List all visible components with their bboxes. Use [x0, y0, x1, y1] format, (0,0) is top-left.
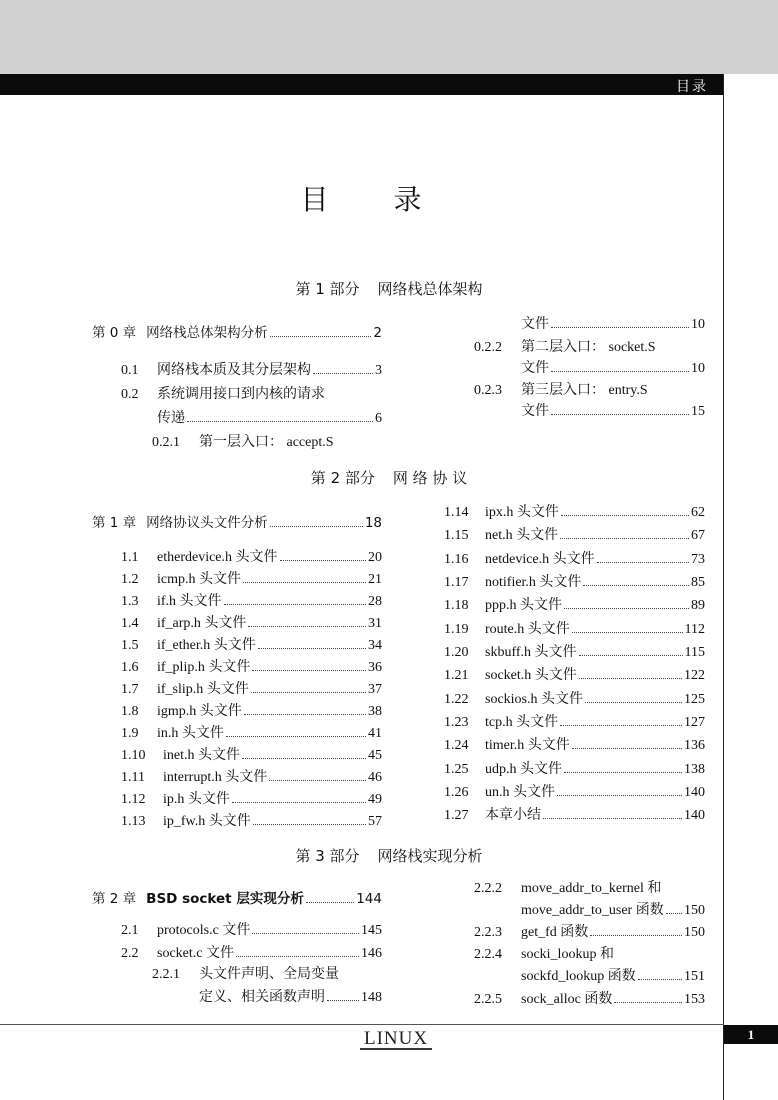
toc-entry-1-2[interactable]: 1.2 icmp.h 头文件 21 — [121, 572, 382, 587]
toc-entry-1-11[interactable]: 1.11 interrupt.h 头文件 46 — [121, 770, 382, 785]
toc-entry-1-23[interactable]: 1.23 tcp.h 头文件 127 — [444, 715, 705, 730]
toc-chapter-0[interactable]: 第 0 章 网络栈总体架构分析 2 — [92, 325, 382, 341]
toc-entry-2-1[interactable]: 2.1 protocols.c 文件 145 — [121, 923, 382, 938]
toc-entry-2-2-5[interactable]: 2.2.5 sock_alloc 函数 153 — [474, 992, 705, 1007]
toc-entry-1-20[interactable]: 1.20 skbuff.h 头文件 115 — [444, 645, 705, 660]
toc-entry-1-10[interactable]: 1.10 inet.h 头文件 45 — [121, 748, 382, 763]
toc-entry-2-2-3[interactable]: 2.2.3 get_fd 函数 150 — [474, 925, 705, 940]
toc-entry-1-4[interactable]: 1.4 if_arp.h 头文件 31 — [121, 616, 382, 631]
toc-entry-2-2-4-cont[interactable]: sockfd_lookup 函数 151 — [521, 969, 705, 984]
toc-entry-0-2-2[interactable]: 0.2.2 第二层入口： socket.S — [474, 340, 656, 355]
toc-entry-1-6[interactable]: 1.6 if_plip.h 头文件 36 — [121, 660, 382, 675]
toc-entry-1-18[interactable]: 1.18 ppp.h 头文件 89 — [444, 598, 705, 613]
toc-entry-1-9[interactable]: 1.9 in.h 头文件 41 — [121, 726, 382, 741]
toc-entry-1-27[interactable]: 1.27 本章小结 140 — [444, 808, 705, 823]
toc-entry-0-2-1-cont[interactable]: 文件 10 — [521, 317, 705, 332]
page-number: 1 — [724, 1025, 778, 1044]
part-2-title: 网 络 协 议 — [392, 469, 468, 487]
toc-entry-2-2-4[interactable]: 2.2.4 socki_lookup 和 — [474, 947, 614, 962]
part-1-heading — [0, 278, 778, 299]
toc-entry-0-2-3-cont[interactable]: 文件 15 — [521, 404, 705, 419]
toc-entry-0-2[interactable]: 0.2 系统调用接口到内核的请求 — [121, 387, 325, 402]
toc-entry-0-2-3[interactable]: 0.2.3 第三层入口： entry.S — [474, 383, 648, 398]
toc-entry-2-2-2[interactable]: 2.2.2 move_addr_to_kernel 和 — [474, 881, 662, 896]
part-1-label: 第 1 部分 — [295, 280, 360, 298]
toc-entry-2-2-1-cont[interactable]: 定义、相关函数声明 148 — [199, 990, 382, 1005]
toc-entry-1-1[interactable]: 1.1 etherdevice.h 头文件 20 — [121, 550, 382, 565]
right-margin-rule — [723, 74, 724, 1100]
running-header — [0, 74, 724, 95]
toc-entry-0-2-2-cont[interactable]: 文件 10 — [521, 361, 705, 376]
toc-entry-1-25[interactable]: 1.25 udp.h 头文件 138 — [444, 762, 705, 777]
toc-chapter-1[interactable]: 第 1 章 网络协议头文件分析 18 — [92, 515, 382, 531]
toc-entry-0-1[interactable]: 0.1 网络栈本质及其分层架构 3 — [121, 363, 382, 378]
toc-entry-1-16[interactable]: 1.16 netdevice.h 头文件 73 — [444, 552, 705, 567]
part-3-title: 网络栈实现分析 — [377, 847, 483, 865]
toc-entry-1-15[interactable]: 1.15 net.h 头文件 67 — [444, 528, 705, 543]
part-2-label: 第 2 部分 — [310, 469, 375, 487]
toc-entry-1-8[interactable]: 1.8 igmp.h 头文件 38 — [121, 704, 382, 719]
toc-entry-2-2[interactable]: 2.2 socket.c 文件 146 — [121, 946, 382, 961]
toc-entry-1-14[interactable]: 1.14 ipx.h 头文件 62 — [444, 505, 705, 520]
toc-chapter-2[interactable]: 第 2 章 BSD socket 层实现分析 144 — [92, 891, 382, 907]
toc-entry-1-5[interactable]: 1.5 if_ether.h 头文件 34 — [121, 638, 382, 653]
part-2-heading — [0, 467, 778, 488]
toc-entry-1-26[interactable]: 1.26 un.h 头文件 140 — [444, 785, 705, 800]
toc-entry-1-12[interactable]: 1.12 ip.h 头文件 49 — [121, 792, 382, 807]
toc-entry-2-2-1[interactable]: 2.2.1 头文件声明、全局变量 — [152, 967, 339, 982]
toc-entry-1-3[interactable]: 1.3 if.h 头文件 28 — [121, 594, 382, 609]
running-header-title: 目录 — [676, 79, 708, 95]
top-gray-band — [0, 0, 778, 74]
part-1-title: 网络栈总体架构 — [377, 280, 483, 298]
linux-logo: LINUX — [360, 1030, 432, 1050]
part-3-label: 第 3 部分 — [295, 847, 360, 865]
part-3-heading — [0, 845, 778, 866]
toc-entry-1-17[interactable]: 1.17 notifier.h 头文件 85 — [444, 575, 705, 590]
page-title: 目 录 — [300, 183, 424, 216]
toc-entry-1-13[interactable]: 1.13 ip_fw.h 头文件 57 — [121, 814, 382, 829]
toc-entry-1-19[interactable]: 1.19 route.h 头文件 112 — [444, 622, 705, 637]
footer-rule — [0, 1024, 724, 1025]
toc-entry-1-7[interactable]: 1.7 if_slip.h 头文件 37 — [121, 682, 382, 697]
toc-entry-0-2-1[interactable]: 0.2.1 第一层入口： accept.S — [152, 435, 334, 450]
toc-entry-2-2-2-cont[interactable]: move_addr_to_user 函数 150 — [521, 903, 705, 918]
toc-entry-1-24[interactable]: 1.24 timer.h 头文件 136 — [444, 738, 705, 753]
toc-entry-1-21[interactable]: 1.21 socket.h 头文件 122 — [444, 668, 705, 683]
toc-entry-0-2-cont[interactable]: 传递 6 — [157, 411, 382, 426]
toc-entry-1-22[interactable]: 1.22 sockios.h 头文件 125 — [444, 692, 705, 707]
